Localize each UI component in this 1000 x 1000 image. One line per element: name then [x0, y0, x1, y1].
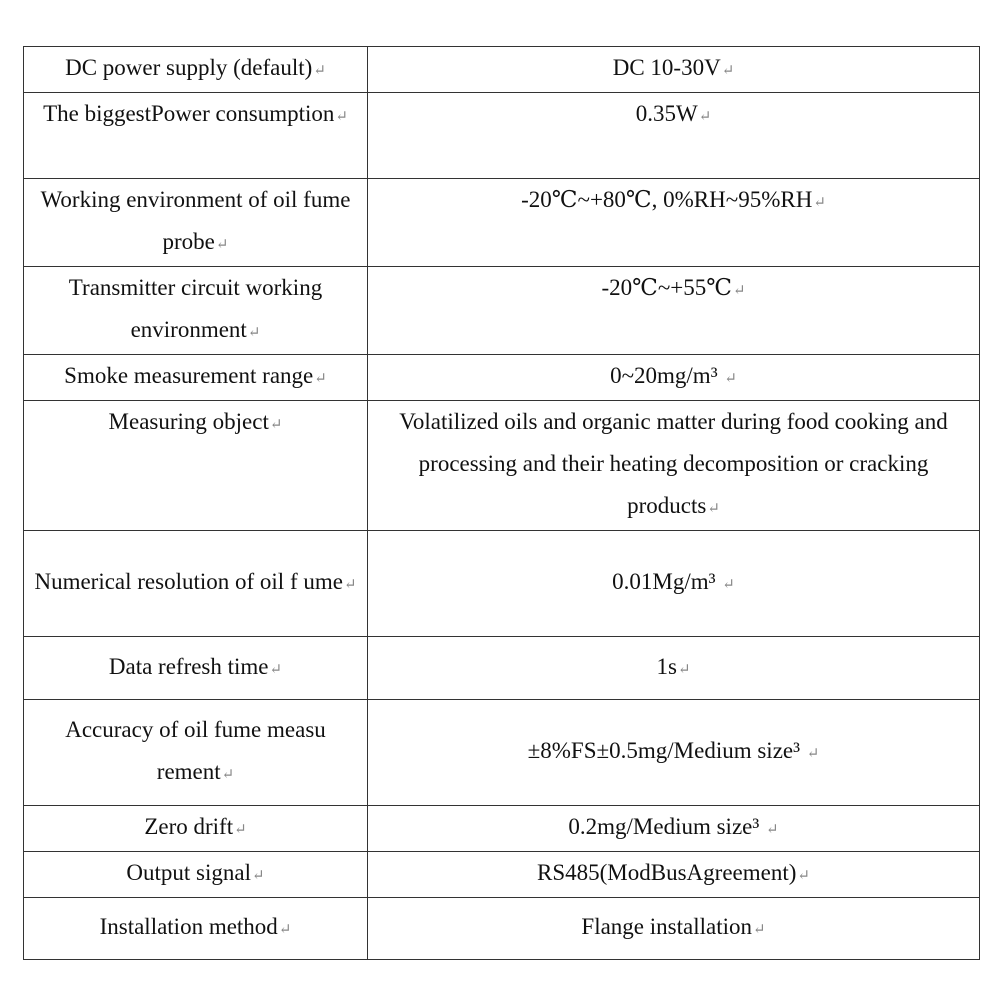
- paragraph-mark-icon: ↵: [732, 283, 746, 299]
- paragraph-mark-icon: ↵: [215, 237, 229, 253]
- table-row: [24, 531, 980, 637]
- paragraph-mark-icon: ↵: [752, 922, 766, 938]
- value-text: 1s: [656, 653, 677, 679]
- param-cell: [24, 355, 368, 401]
- param-label: Working environment of oil fume probe: [40, 187, 351, 254]
- paragraph-mark-icon: ↵: [247, 325, 261, 341]
- paragraph-mark-icon: ↵: [707, 501, 720, 517]
- value-cell: [368, 700, 980, 806]
- param-label: Installation method: [99, 914, 278, 939]
- value-text: -20℃~+80℃, 0%RH~95%RH: [521, 187, 813, 212]
- value-text: Flange installation: [581, 914, 752, 939]
- paragraph-mark-icon: ↵: [234, 822, 247, 838]
- value-cell: [368, 898, 980, 960]
- param-label: The biggestPower consumption: [43, 101, 335, 126]
- param-label: Zero drift: [144, 814, 234, 839]
- value-cell: [368, 267, 980, 355]
- paragraph-mark-icon: ↵: [766, 822, 779, 838]
- param-cell: [24, 637, 368, 700]
- table-row: [24, 806, 980, 852]
- value-text: 0.2mg/Medium size³: [568, 814, 766, 839]
- paragraph-mark-icon: ↵: [677, 661, 691, 678]
- param-cell: [24, 898, 368, 960]
- paragraph-mark-icon: ↵: [314, 371, 327, 387]
- specification-table: [23, 46, 980, 960]
- param-label: Transmitter circuit working environment: [68, 275, 323, 342]
- value-cell: [368, 531, 980, 637]
- paragraph-mark-icon: ↵: [813, 195, 826, 211]
- paragraph-mark-icon: ↵: [252, 868, 265, 884]
- value-text: Volatilized oils and organic matter during food cooking and processing and their heating decomposition or cracking products: [399, 409, 948, 518]
- param-label: Output signal: [126, 860, 251, 885]
- value-cell: [368, 47, 980, 93]
- table-row: [24, 852, 980, 898]
- value-text: 0.35W: [635, 101, 698, 126]
- paragraph-mark-icon: ↵: [797, 868, 810, 884]
- value-text: 0~20mg/m³: [610, 363, 724, 388]
- param-cell: [24, 531, 368, 637]
- table-row: [24, 179, 980, 267]
- value-text: -20℃~+55℃: [601, 275, 732, 300]
- value-cell: [368, 355, 980, 401]
- param-label: Smoke measurement range: [64, 363, 314, 388]
- value-text: RS485(ModBusAgreement): [537, 860, 797, 885]
- table-row: [24, 93, 980, 179]
- param-cell: [24, 93, 368, 179]
- param-label: Data refresh time: [108, 653, 269, 679]
- paragraph-mark-icon: ↵: [698, 109, 712, 125]
- value-cell: [368, 806, 980, 852]
- table-row: [24, 267, 980, 355]
- paragraph-mark-icon: ↵: [269, 661, 283, 678]
- param-label: Numerical resolution of oil f ume: [34, 569, 343, 594]
- paragraph-mark-icon: ↵: [722, 577, 735, 593]
- paragraph-mark-icon: ↵: [721, 63, 735, 79]
- value-text: 0.01Mg/m³: [612, 569, 722, 594]
- param-cell: [24, 267, 368, 355]
- paragraph-mark-icon: ↵: [335, 109, 348, 125]
- paragraph-mark-icon: ↵: [343, 577, 357, 593]
- table-row: [24, 47, 980, 93]
- paragraph-mark-icon: ↵: [221, 767, 235, 783]
- table-row: [24, 401, 980, 531]
- paragraph-mark-icon: ↵: [806, 746, 820, 762]
- param-cell: [24, 47, 368, 93]
- param-cell: [24, 401, 368, 531]
- table-row: [24, 637, 980, 700]
- param-cell: [24, 806, 368, 852]
- table-row: [24, 355, 980, 401]
- paragraph-mark-icon: ↵: [269, 417, 283, 433]
- paragraph-mark-icon: ↵: [313, 63, 326, 79]
- param-cell: [24, 179, 368, 267]
- param-label: DC power supply (default): [65, 55, 313, 80]
- table-row: [24, 898, 980, 960]
- value-cell: [368, 93, 980, 179]
- specification-table-body: [24, 47, 980, 960]
- paragraph-mark-icon: ↵: [278, 922, 292, 938]
- param-cell: [24, 700, 368, 806]
- param-label: Measuring object: [108, 409, 269, 434]
- value-cell: [368, 852, 980, 898]
- value-text: DC 10-30V: [612, 55, 721, 80]
- value-cell: [368, 179, 980, 267]
- param-cell: [24, 852, 368, 898]
- table-row: [24, 700, 980, 806]
- value-cell: [368, 401, 980, 531]
- paragraph-mark-icon: ↵: [724, 371, 737, 387]
- value-cell: [368, 637, 980, 700]
- value-text: ±8%FS±0.5mg/Medium size³: [527, 738, 806, 763]
- param-label: Accuracy of oil fume measu rement: [65, 717, 326, 784]
